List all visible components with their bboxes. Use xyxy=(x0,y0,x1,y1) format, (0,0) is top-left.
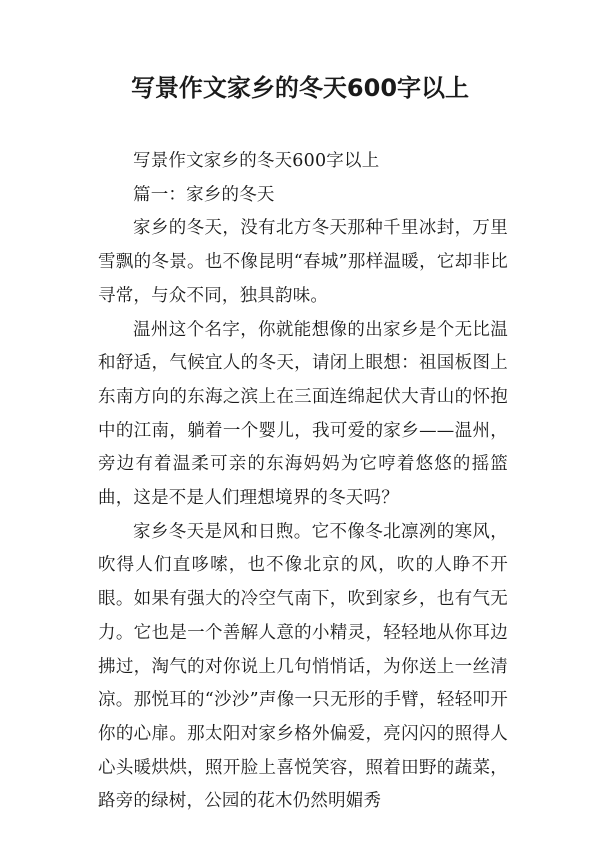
paragraph: 家乡的冬天，没有北方冬天那种千里冰封，万里雪飘的冬景。也不像昆明“春城”那样温暖，它却非比寻常，与众不同，独具韵味。 xyxy=(98,218,508,306)
paragraph: 家乡冬天是风和日煦。它不像冬北凛冽的寒风，吹得人们直哆嗦，也不像北京的风，吹的人睁不开眼。如果有强大的冷空气南下，吹到家乡，也有气无力。它也是一个善解人意的小精灵，轻轻地从你耳边拂过，淘气的对你说上几句悄悄话，为你送上一丝清凉。那悦耳的“沙沙”声像一只无形的手臂，轻轻叩开你的心扉。那太阳对家乡格外偏爱，亮闪闪的照得人心头暖烘烘，照开脸上喜悦笑容，照着田野的蔬菜，路旁的绿树，公园的花木仍然明媚秀 xyxy=(98,521,508,812)
document-body xyxy=(98,145,508,819)
paragraph: 温州这个名字，你就能想像的出家乡是个无比温和舒适，气候宜人的冬天，请闭上眼想：祖国板图上东南方向的东海之滨上在三面连绵起伏大青山的怀抱中的江南，躺着一个婴儿，我可爱的家乡——温州，旁边有着温柔可亲的东海妈妈为它哼着悠悠的摇篮曲，这是不是人们理想境界的冬天吗？ xyxy=(98,319,508,509)
document-title: 写景作文家乡的冬天600字以上 xyxy=(130,74,470,102)
section-heading: 篇一：家乡的冬天 xyxy=(133,184,275,205)
subtitle-line: 写景作文家乡的冬天600字以上 xyxy=(133,151,380,171)
